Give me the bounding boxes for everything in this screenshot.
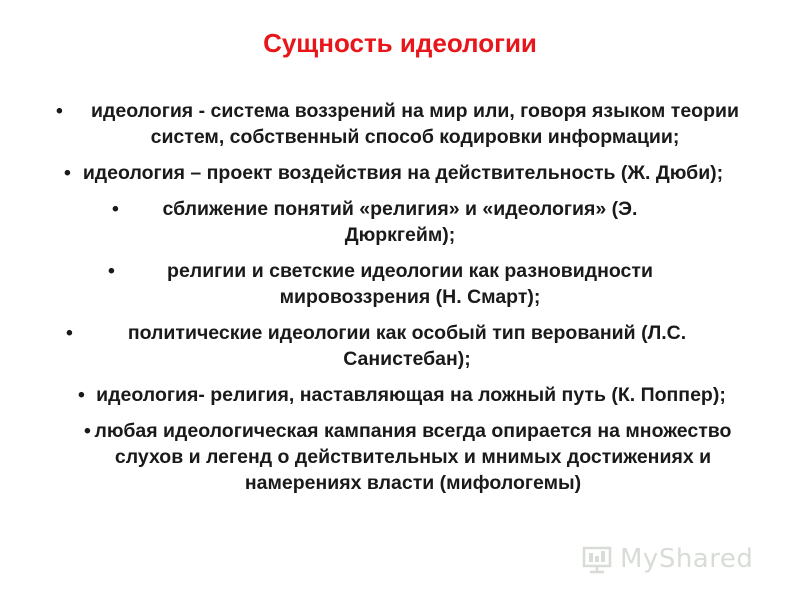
bullet-text: любая идеологическая кампания всегда опирается на множество слухов и легенд о действительных и мнимых достижениях и намерениях власти (мифологемы)	[94, 420, 732, 494]
bullet-marker: •	[112, 198, 119, 220]
watermark	[582, 541, 772, 577]
bullet-marker: •	[64, 162, 71, 184]
bullet-marker: •	[84, 420, 91, 442]
bullet-list	[50, 98, 750, 506]
bullet-text: политические идеологии как особый тип верований (Л.С. Санистебан);	[127, 322, 687, 370]
bullet-marker: •	[66, 322, 73, 344]
bullet-item	[50, 98, 750, 150]
bullet-text: идеология - система воззрений на мир или, говоря языком теории систем, собственный способ кодировки информации;	[91, 100, 739, 148]
bullet-item	[50, 418, 750, 496]
bullet-item	[50, 160, 750, 186]
watermark-text: MyShared	[620, 544, 754, 574]
bullet-item	[50, 320, 750, 372]
bullet-marker: •	[108, 260, 115, 282]
bullet-text: религии и светские идеологии как разновидности мировоззрения (Н. Смарт);	[167, 260, 653, 308]
myshared-logo-icon	[582, 544, 616, 574]
slide-title: Сущность идеологии	[263, 28, 537, 58]
bullet-marker: •	[56, 100, 63, 122]
bullet-text: сближение понятий «религия» и «идеология» (Э. Дюркгейм);	[162, 198, 638, 246]
bullet-marker: •	[78, 384, 85, 406]
bullet-text: идеология- религия, наставляющая на ложный путь (К. Поппер);	[96, 384, 726, 406]
bullet-item	[50, 196, 750, 248]
bullet-item	[50, 258, 750, 310]
bullet-text: идеология – проект воздействия на действительность (Ж. Дюби);	[82, 162, 724, 184]
bullet-item	[50, 382, 750, 408]
